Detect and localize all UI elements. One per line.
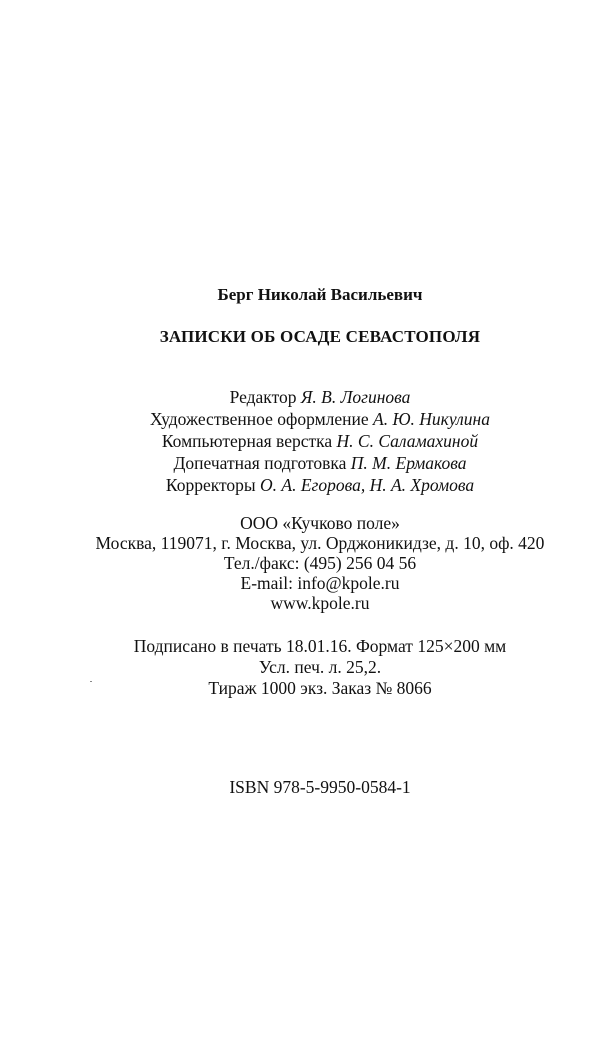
publisher-phone: Тел./факс: (495) 256 04 56 <box>223 553 417 573</box>
publisher-name: ООО «Кучково поле» <box>240 513 400 533</box>
credit-role: Допечатная подготовка <box>173 453 347 473</box>
credit-name: Н. С. Саламахиной <box>336 431 479 451</box>
imprint-signed: Подписано в печать 18.01.16. Формат 125×200 мм <box>133 636 507 656</box>
publisher-website: www.kpole.ru <box>270 593 370 613</box>
credit-name: Я. В. Логинова <box>300 387 411 407</box>
credit-prepress <box>0 452 600 474</box>
credit-proofreaders <box>0 474 600 496</box>
credit-name: О. А. Егорова, Н. А. Хромова <box>260 475 475 495</box>
credit-layout <box>0 430 600 452</box>
credit-role: Художественное оформление <box>150 409 369 429</box>
imprint-sheets: Усл. печ. л. 25,2. <box>258 657 382 677</box>
credit-name: П. М. Ермакова <box>350 453 467 473</box>
imprint-run: Тираж 1000 экз. Заказ № 8066 <box>208 678 432 698</box>
book-title: ЗАПИСКИ ОБ ОСАДЕ СЕВАСТОПОЛЯ <box>159 327 481 346</box>
credit-editor <box>0 386 600 408</box>
book-author: Берг Николай Васильевич <box>217 285 423 304</box>
publisher-email: E-mail: info@kpole.ru <box>240 573 400 593</box>
print-speck <box>90 681 92 682</box>
credit-role: Компьютерная верстка <box>161 431 333 451</box>
credit-role: Корректоры <box>165 475 256 495</box>
credit-role: Редактор <box>229 387 297 407</box>
credit-art-design <box>0 408 600 430</box>
isbn: ISBN 978-5-9950-0584-1 <box>229 777 411 797</box>
publisher-address: Москва, 119071, г. Москва, ул. Орджоникидзе, д. 10, оф. 420 <box>95 533 545 553</box>
credit-name: А. Ю. Никулина <box>373 409 490 429</box>
